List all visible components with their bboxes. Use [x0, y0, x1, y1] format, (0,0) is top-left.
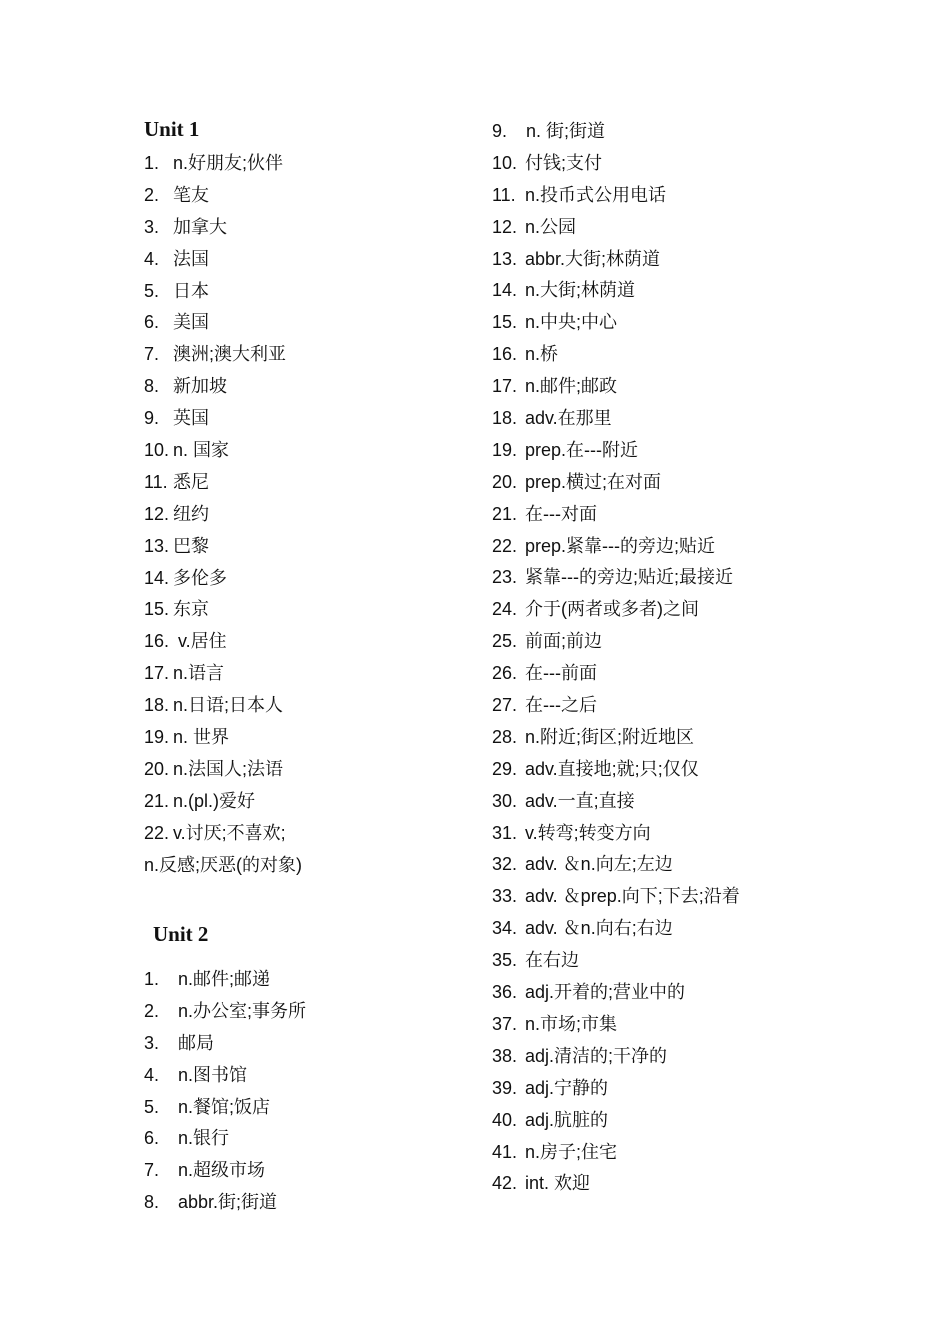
list-item [492, 626, 740, 658]
item-number: 3. [144, 216, 160, 237]
item-number: 17. [144, 663, 170, 684]
item-text: adv. ＆prep.向下;下去;沿着 [525, 886, 740, 907]
item-number: 18. [144, 695, 170, 716]
list-item [144, 1060, 306, 1092]
item-text: n.中央;中心 [525, 312, 618, 333]
item-number: 6. [144, 312, 160, 333]
item-number: 38. [492, 1045, 518, 1066]
list-item [144, 371, 302, 403]
item-number: 24. [492, 599, 518, 620]
item-text: 笔友 [173, 184, 209, 205]
item-text: adj.清洁的;干净的 [525, 1045, 668, 1066]
item-number: 26. [492, 663, 518, 684]
item-text: 英国 [173, 408, 209, 429]
item-number: 37. [492, 1013, 518, 1034]
item-number: 18. [492, 408, 518, 429]
item-text: n.语言 [173, 663, 225, 684]
list-item [492, 722, 740, 754]
list-item [492, 499, 740, 531]
item-text: adv. ＆n.向右;右边 [525, 918, 673, 939]
list-item [144, 1155, 306, 1187]
item-text: 巴黎 [173, 535, 209, 556]
item-text: prep.横过;在对面 [525, 471, 662, 492]
item-text: n.大街;林荫道 [525, 280, 636, 301]
item-text: n.投币式公用电话 [525, 184, 667, 205]
item-number: 15. [144, 599, 170, 620]
item-number: 36. [492, 982, 518, 1003]
item-text: 介于(两者或多者)之间 [525, 599, 699, 620]
list-item [492, 754, 740, 786]
item-number: 19. [144, 727, 170, 748]
item-text: 前面;前边 [525, 631, 603, 652]
item-text: n.(pl.)爱好 [173, 790, 256, 811]
list-item [144, 658, 302, 690]
list-item [492, 1168, 740, 1200]
item-text: 在---对面 [525, 503, 597, 524]
item-text: 付钱;支付 [525, 152, 603, 173]
list-item [492, 977, 740, 1009]
list-item [144, 276, 302, 308]
item-text: n.邮件;邮政 [525, 376, 618, 397]
item-text: adj.宁静的 [525, 1077, 609, 1098]
item-text: 在---前面 [525, 663, 597, 684]
item-text: n.日语;日本人 [173, 695, 284, 716]
list-item [144, 435, 302, 467]
item-number: 12. [492, 216, 518, 237]
item-text: n.邮件;邮递 [178, 969, 271, 989]
item-number: 34. [492, 918, 518, 939]
list-item [492, 818, 740, 850]
list-item [144, 499, 302, 531]
item-text: abbr.大街;林荫道 [525, 248, 661, 269]
item-text: adv.在那里 [525, 408, 612, 429]
item-number: 2. [144, 184, 160, 205]
list-item [492, 849, 740, 881]
list-item [144, 148, 302, 180]
item-number: 7. [144, 1160, 160, 1181]
item-text: n.反感;厌恶(的对象) [144, 854, 303, 875]
item-number: 14. [144, 567, 170, 588]
item-number: 28. [492, 726, 518, 747]
list-item [492, 1137, 740, 1169]
item-text: 美国 [173, 312, 209, 333]
item-text: n. 街;街道 [526, 121, 606, 141]
item-text: 悉尼 [173, 471, 209, 492]
item-text: adv.一直;直接 [525, 790, 635, 811]
list-item [144, 1123, 306, 1155]
item-text: 紧靠---的旁边;贴近;最接近 [525, 567, 733, 588]
item-text: v.讨厌;不喜欢; [173, 822, 286, 843]
list-item [492, 275, 740, 307]
list-item [492, 339, 740, 371]
item-number: 39. [492, 1077, 518, 1098]
item-text: adj.肮脏的 [525, 1109, 609, 1130]
item-text: prep.在---附近 [525, 439, 639, 460]
item-text: v.居住 [173, 631, 227, 652]
item-number: 8. [144, 1192, 160, 1213]
list-item [144, 850, 302, 882]
item-number: 8. [144, 376, 160, 397]
list-item [492, 244, 740, 276]
list-item [492, 786, 740, 818]
item-text: n.好朋友;伙伴 [173, 153, 284, 173]
list-item [144, 690, 302, 722]
item-text: n.办公室;事务所 [178, 1000, 307, 1021]
item-text: n.银行 [178, 1128, 230, 1149]
item-number: 25. [492, 631, 518, 652]
list-item [144, 563, 302, 595]
item-text: n.图书馆 [178, 1064, 248, 1085]
item-number: 14. [492, 280, 518, 301]
item-text: 在右边 [525, 950, 579, 971]
list-item [492, 435, 740, 467]
item-text: n.超级市场 [178, 1160, 266, 1181]
list-item [144, 307, 302, 339]
item-text: 日本 [173, 280, 209, 301]
item-number: 2. [144, 1000, 160, 1021]
unit1-heading: Unit 1 [144, 117, 200, 141]
list-item [144, 786, 302, 818]
item-number: 42. [492, 1173, 518, 1194]
list-item [492, 913, 740, 945]
list-item [144, 1028, 306, 1060]
list-item [144, 996, 306, 1028]
unit2-heading: Unit 2 [153, 922, 209, 946]
item-text: n.餐馆;饭店 [178, 1096, 271, 1117]
list-item [492, 403, 740, 435]
item-number: 4. [144, 1064, 160, 1085]
item-text: n.桥 [525, 344, 559, 365]
item-number: 33. [492, 886, 518, 907]
item-number: 7. [144, 344, 160, 365]
list-item [492, 467, 740, 499]
item-number: 31. [492, 822, 518, 843]
list-item [492, 307, 740, 339]
item-number: 20. [492, 471, 518, 492]
item-number: 1. [144, 153, 160, 173]
item-text: n.公园 [525, 216, 577, 237]
list-item [492, 881, 740, 913]
list-item [144, 722, 302, 754]
item-number: 40. [492, 1109, 518, 1130]
list-item [492, 148, 740, 180]
item-number: 21. [492, 503, 518, 524]
list-item [144, 339, 302, 371]
item-number: 22. [492, 535, 518, 556]
item-text: 法国 [173, 248, 209, 269]
item-number: 16. [492, 344, 518, 365]
unit2-word-list-right [492, 116, 740, 1200]
list-item [492, 371, 740, 403]
item-text: adv. ＆n.向左;左边 [525, 854, 673, 875]
list-item [144, 818, 302, 850]
list-item [492, 1041, 740, 1073]
list-item [144, 754, 302, 786]
list-item [144, 212, 302, 244]
list-item [144, 626, 302, 658]
item-number: 13. [492, 248, 518, 269]
unit1-word-list [144, 148, 302, 881]
item-text: 加拿大 [173, 216, 227, 237]
item-text: 澳洲;澳大利亚 [173, 344, 287, 365]
item-number: 1. [144, 969, 160, 989]
item-text: 东京 [173, 599, 209, 620]
item-number: 22. [144, 822, 170, 843]
item-number: 3. [144, 1032, 160, 1053]
item-number: 11. [144, 471, 168, 492]
item-number: 23. [492, 567, 518, 588]
item-number: 41. [492, 1141, 518, 1162]
item-text: n.市场;市集 [525, 1013, 618, 1034]
item-text: n.房子;住宅 [525, 1141, 618, 1162]
item-text: v.转弯;转变方向 [525, 822, 651, 843]
item-number: 35. [492, 950, 518, 971]
item-text: 新加坡 [173, 376, 227, 397]
list-item [144, 467, 302, 499]
list-item [144, 531, 302, 563]
item-number: 32. [492, 854, 518, 875]
item-number: 13. [144, 535, 170, 556]
item-number: 27. [492, 695, 518, 716]
list-item [492, 1105, 740, 1137]
item-text: n. 世界 [173, 727, 230, 748]
list-item [144, 403, 302, 435]
list-item [492, 116, 740, 148]
item-number: 10. [492, 152, 518, 173]
item-number: 11. [492, 184, 516, 205]
item-text: adv.直接地;就;只;仅仅 [525, 758, 699, 779]
item-number: 10. [144, 440, 170, 461]
item-text: int. 欢迎 [525, 1173, 591, 1194]
item-number: 20. [144, 758, 170, 779]
item-number: 29. [492, 758, 518, 779]
item-number: 21. [144, 790, 170, 811]
item-number: 9. [144, 408, 160, 429]
item-text: n.法国人;法语 [173, 758, 284, 779]
item-text: n. 国家 [173, 440, 230, 461]
item-number: 5. [144, 280, 160, 301]
item-number: 15. [492, 312, 518, 333]
item-text: 邮局 [178, 1032, 214, 1053]
item-number: 5. [144, 1096, 160, 1117]
list-item [492, 594, 740, 626]
item-number: 30. [492, 790, 518, 811]
item-number: 17. [492, 376, 518, 397]
list-item [492, 180, 740, 212]
item-text: 纽约 [173, 503, 209, 524]
list-item [144, 594, 302, 626]
item-number: 6. [144, 1128, 160, 1149]
list-item [144, 244, 302, 276]
list-item [492, 658, 740, 690]
item-text: abbr.街;街道 [178, 1192, 278, 1213]
list-item [144, 964, 306, 996]
item-text: 在---之后 [525, 695, 597, 716]
item-number: 12. [144, 503, 170, 524]
list-item [492, 945, 740, 977]
list-item [492, 690, 740, 722]
list-item [492, 212, 740, 244]
item-text: 多伦多 [173, 567, 227, 588]
list-item [492, 562, 740, 594]
item-number: 9. [492, 121, 508, 141]
item-number: 19. [492, 439, 518, 460]
list-item [492, 531, 740, 563]
list-item [144, 1092, 306, 1124]
list-item [492, 1073, 740, 1105]
item-number: 4. [144, 248, 160, 269]
item-text: n.附近;街区;附近地区 [525, 726, 695, 747]
list-item [492, 1009, 740, 1041]
item-number: 16. [144, 631, 170, 652]
list-item [144, 180, 302, 212]
item-text: adj.开着的;营业中的 [525, 982, 686, 1003]
list-item [144, 1187, 306, 1219]
item-text: prep.紧靠---的旁边;贴近 [525, 535, 716, 556]
unit2-word-list-left [144, 964, 306, 1219]
